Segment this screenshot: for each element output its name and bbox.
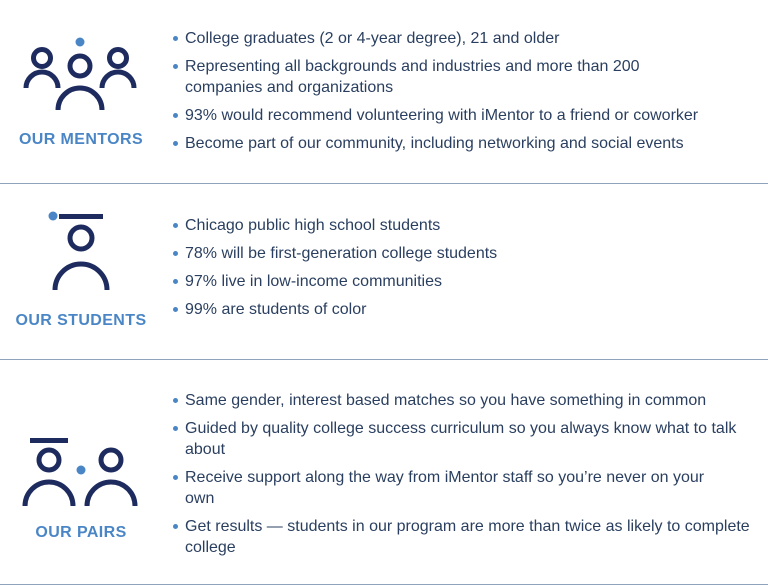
students-bullet-list [172,215,767,327]
pairs-section [0,360,768,584]
list-item: Chicago public high school students [172,215,767,236]
section-divider [0,584,768,585]
students-section [0,184,768,359]
list-item: 97% live in low-income communities [172,271,767,292]
list-item: Representing all backgrounds and industries and more than 200 companies and organizations [172,56,685,98]
students-label: OUR STUDENTS [15,312,147,329]
student-mentor-pair-icon [20,436,138,510]
list-item: College graduates (2 or 4-year degree), 21 and older [172,28,767,49]
list-item: 78% will be first-generation college students [172,243,767,264]
list-item: Same gender, interest based matches so you have something in common [172,390,767,411]
student-with-cap-icon [46,210,116,292]
mentors-bullet-list [172,28,767,161]
mentors-label: OUR MENTORS [18,131,144,148]
list-item: 93% would recommend volunteering with iMentor to a friend or coworker [172,105,767,126]
list-item: 99% are students of color [172,299,767,320]
group-of-three-people-icon [20,36,140,116]
list-item: Receive support along the way from iMentor staff so you’re never on your own [172,467,735,509]
list-item: Get results — students in our program are more than twice as likely to complete college [172,516,755,558]
pairs-label: OUR PAIRS [35,524,127,541]
list-item: Guided by quality college success curriculum so you always know what to talk about [172,418,767,460]
mentors-section [0,0,768,183]
pairs-bullet-list [172,390,767,565]
list-item: Become part of our community, including networking and social events [172,133,767,154]
